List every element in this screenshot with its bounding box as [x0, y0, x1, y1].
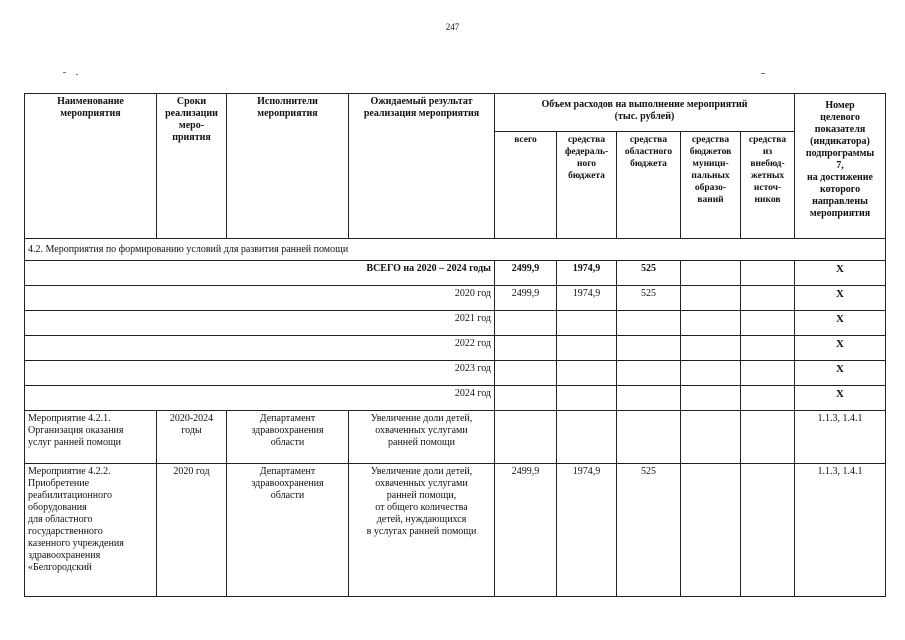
cell-municipal [681, 261, 741, 286]
cell-extrabudget [741, 361, 795, 386]
activity-result: Увеличение доли детей, охваченных услугами ранней помощи [349, 411, 495, 464]
cell-indicator: Х [795, 286, 886, 311]
cell-regional: 525 [617, 286, 681, 311]
header-municipal: средства бюджетов муници- пальных образо- ваний [681, 132, 741, 239]
activity-executor: Департамент здравоохранения области [227, 411, 349, 464]
table-row [25, 361, 886, 386]
cell-extrabudget [741, 286, 795, 311]
table-row [25, 411, 886, 464]
activity-result: Увеличение доли детей, охваченных услугами ранней помощи, от общего количества детей, нуждающихся в услугах ранней помощи [349, 464, 495, 597]
table-row [25, 386, 886, 411]
cell-federal [557, 311, 617, 336]
cell-indicator: Х [795, 361, 886, 386]
cell-total [495, 361, 557, 386]
cell-municipal [681, 336, 741, 361]
cell-municipal [681, 286, 741, 311]
table-row [25, 261, 886, 286]
activity-name: Мероприятие 4.2.1. Организация оказания услуг ранней помощи [25, 411, 157, 464]
cell-indicator: 1.1.3, 1.4.1 [795, 411, 886, 464]
cell-total: 2499,9 [495, 286, 557, 311]
table-row [25, 311, 886, 336]
cell-extrabudget [741, 411, 795, 464]
cell-federal: 1974,9 [557, 286, 617, 311]
cell-federal: 1974,9 [557, 464, 617, 597]
activity-name: Мероприятие 4.2.2. Приобретение реабилитационного оборудования для областного государственного казенного учреждения здравоохранения «Белгородский [25, 464, 157, 597]
header-terms: Сроки реализации меро- приятия [157, 94, 227, 239]
cell-total: 2499,9 [495, 464, 557, 597]
cell-indicator: Х [795, 261, 886, 286]
row-label: 2024 год [25, 386, 495, 411]
cell-regional [617, 386, 681, 411]
cell-extrabudget [741, 464, 795, 597]
cell-total [495, 411, 557, 464]
header-total: всего [495, 132, 557, 239]
scan-speck [63, 72, 66, 73]
page-number: 247 [445, 22, 460, 32]
cell-total: 2499,9 [495, 261, 557, 286]
scan-speck [76, 74, 78, 75]
cell-total [495, 311, 557, 336]
table-row [25, 336, 886, 361]
section-title: 4.2. Мероприятия по формированию условий для развития ранней помощи [25, 239, 886, 261]
cell-indicator: Х [795, 386, 886, 411]
cell-regional [617, 311, 681, 336]
activity-terms: 2020 год [157, 464, 227, 597]
cell-federal [557, 361, 617, 386]
cell-federal: 1974,9 [557, 261, 617, 286]
header-expected-result: Ожидаемый результат реализация мероприятия [349, 94, 495, 239]
cell-regional: 525 [617, 464, 681, 597]
cell-regional [617, 411, 681, 464]
scan-speck [761, 73, 765, 74]
cell-municipal [681, 411, 741, 464]
table-row [25, 464, 886, 597]
budget-table [24, 93, 886, 597]
cell-indicator: Х [795, 311, 886, 336]
cell-federal [557, 336, 617, 361]
cell-total [495, 336, 557, 361]
cell-extrabudget [741, 311, 795, 336]
row-label: 2022 год [25, 336, 495, 361]
row-label: 2020 год [25, 286, 495, 311]
cell-indicator: Х [795, 336, 886, 361]
row-label: 2021 год [25, 311, 495, 336]
cell-regional [617, 361, 681, 386]
activity-terms: 2020-2024 годы [157, 411, 227, 464]
header-expenses: Объем расходов на выполнение мероприятий (тыс. рублей) [495, 94, 795, 132]
cell-municipal [681, 361, 741, 386]
header-name: Наименование мероприятия [25, 94, 157, 239]
cell-total [495, 386, 557, 411]
header-extrabudget: средства из внебюд- жетных источ- ников [741, 132, 795, 239]
cell-indicator: 1.1.3, 1.4.1 [795, 464, 886, 597]
cell-federal [557, 411, 617, 464]
header-indicator: Номер целевого показателя (индикатора) подпрограммы 7, на достижение которого направлены мероприятия [795, 94, 886, 239]
cell-municipal [681, 464, 741, 597]
cell-municipal [681, 386, 741, 411]
header-executors: Исполнители мероприятия [227, 94, 349, 239]
cell-federal [557, 386, 617, 411]
header-federal: средства федераль- ного бюджета [557, 132, 617, 239]
cell-regional: 525 [617, 261, 681, 286]
row-label: ВСЕГО на 2020 – 2024 годы [25, 261, 495, 286]
cell-extrabudget [741, 261, 795, 286]
table-row [25, 286, 886, 311]
cell-municipal [681, 311, 741, 336]
cell-extrabudget [741, 336, 795, 361]
cell-regional [617, 336, 681, 361]
header-regional: средства областного бюджета [617, 132, 681, 239]
activity-executor: Департамент здравоохранения области [227, 464, 349, 597]
cell-extrabudget [741, 386, 795, 411]
row-label: 2023 год [25, 361, 495, 386]
